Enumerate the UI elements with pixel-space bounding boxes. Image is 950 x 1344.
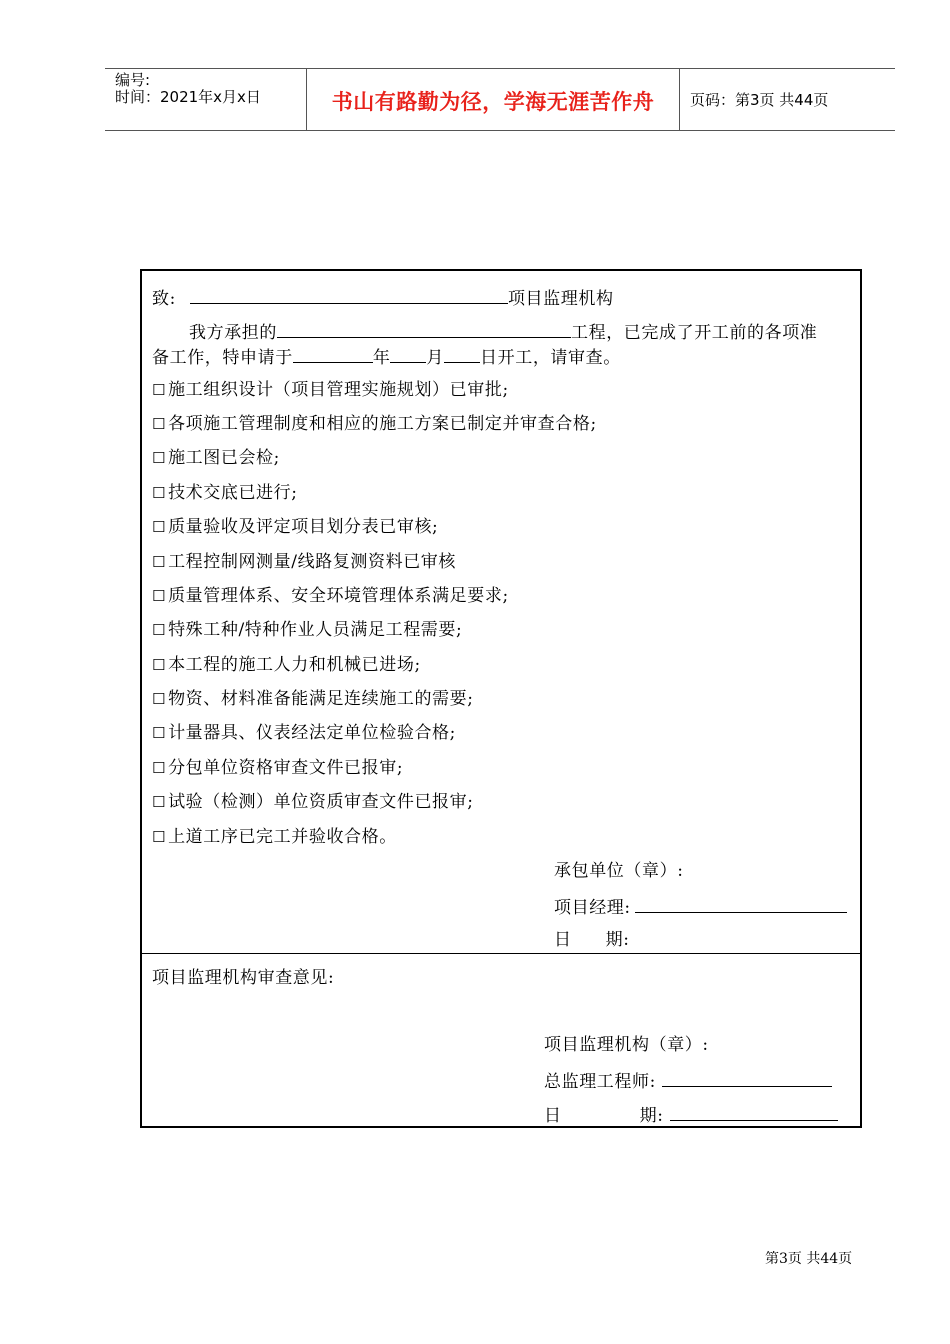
checkbox-icon[interactable]: ☐ [152, 415, 167, 433]
check-item-label: 施工图已会检; [168, 448, 280, 468]
project-manager-label: 项目经理: [554, 898, 631, 918]
check-item-label: 工程控制网测量/线路复测资料已审核 [168, 552, 456, 572]
checkbox-icon[interactable]: ☐ [152, 759, 167, 777]
day-blank[interactable] [444, 346, 480, 363]
check-item-label: 物资、材料准备能满足连续施工的需要; [168, 689, 474, 709]
check-item-label: 本工程的施工人力和机械已进场; [168, 655, 421, 675]
check-item-label: 施工组织设计（项目管理实施规划）已审批; [168, 380, 509, 400]
time-label: 时间：2021年x月x日 [115, 88, 261, 106]
request-line-2 [152, 346, 621, 368]
check-item [152, 552, 456, 572]
year-label: 年 [372, 348, 391, 368]
check-item-label: 分包单位资格审查文件已报审; [168, 758, 404, 778]
check-item [152, 414, 597, 434]
check-item [152, 655, 421, 675]
chief-engineer-blank[interactable] [662, 1070, 832, 1087]
checkbox-icon[interactable]: ☐ [152, 621, 167, 639]
date2-label-right: 期: [639, 1106, 664, 1126]
request-line-1 [189, 321, 817, 343]
project-manager-line [554, 896, 847, 918]
addressee-blank[interactable] [190, 287, 508, 304]
check-item-label: 技术交底已进行; [168, 483, 298, 503]
date-label-left: 日 [554, 930, 572, 950]
checkbox-icon[interactable]: ☐ [152, 656, 167, 674]
check-item-label: 质量管理体系、安全环境管理体系满足要求; [168, 586, 509, 606]
month-label: 月 [426, 348, 445, 368]
chief-engineer-label: 总监理工程师: [544, 1072, 656, 1092]
para-line2-prefix: 备工作，特申请于 [152, 348, 293, 368]
checkbox-icon[interactable]: ☐ [152, 587, 167, 605]
day-suffix: 日开工，请审查。 [480, 348, 621, 368]
project-manager-blank[interactable] [635, 896, 847, 913]
check-item [152, 723, 456, 743]
supervisor-seal-label: 项目监理机构（章）: [544, 1035, 709, 1055]
check-item-label: 各项施工管理制度和相应的施工方案已制定并审查合格; [168, 414, 597, 434]
check-item-label: 计量器具、仪表经法定单位检验合格; [168, 723, 456, 743]
month-blank[interactable] [390, 346, 426, 363]
header-motto: 书山有路勤为径，学海无涯苦作舟 [331, 90, 655, 114]
to-suffix: 项目监理机构 [507, 289, 614, 309]
check-item [152, 483, 298, 503]
para-line1-prefix: 我方承担的 [189, 323, 277, 343]
check-item-label: 质量验收及评定项目划分表已审核; [168, 517, 439, 537]
check-item [152, 448, 280, 468]
addressee-line [152, 287, 614, 309]
header-page-info: 页码：第3页 共44页 [690, 91, 829, 109]
check-item [152, 620, 462, 640]
check-item [152, 380, 509, 400]
check-item-label: 特殊工种/特种作业人员满足工程需要; [168, 620, 463, 640]
checkbox-icon[interactable]: ☐ [152, 449, 167, 467]
footer-page-info: 第3页 共44页 [765, 1251, 853, 1267]
date2-label-left: 日 [544, 1106, 562, 1126]
header-right-cell [680, 69, 895, 130]
code-label: 编号: [115, 71, 151, 89]
check-item [152, 517, 438, 537]
checkbox-icon[interactable]: ☐ [152, 381, 167, 399]
application-form [140, 269, 862, 1128]
check-item [152, 689, 474, 709]
review-title: 项目监理机构审查意见: [152, 968, 335, 988]
to-prefix: 致: [152, 289, 176, 309]
para-line1-suffix: 工程，已完成了开工前的各项准 [571, 323, 818, 343]
header-left-cell [105, 69, 307, 130]
header-middle-cell [307, 69, 680, 130]
checkbox-icon[interactable]: ☐ [152, 724, 167, 742]
date-label-right: 期: [605, 930, 630, 950]
page-header [105, 68, 895, 131]
check-item [152, 758, 403, 778]
check-item [152, 792, 474, 812]
year-blank[interactable] [293, 346, 373, 363]
check-item-label: 试验（检测）单位资质审查文件已报审; [168, 792, 474, 812]
checkbox-icon[interactable]: ☐ [152, 484, 167, 502]
supervisor-date-line [544, 1104, 838, 1126]
checkbox-icon[interactable]: ☐ [152, 518, 167, 536]
check-item [152, 827, 397, 847]
checkbox-icon[interactable]: ☐ [152, 828, 167, 846]
contractor-date-line [554, 930, 630, 950]
contractor-seal-label: 承包单位（章）: [554, 861, 684, 881]
check-item [152, 586, 509, 606]
supervisor-date-blank[interactable] [670, 1104, 838, 1121]
checkbox-icon[interactable]: ☐ [152, 793, 167, 811]
checkbox-icon[interactable]: ☐ [152, 690, 167, 708]
project-name-blank[interactable] [277, 321, 571, 338]
checkbox-icon[interactable]: ☐ [152, 553, 167, 571]
chief-engineer-line [544, 1070, 832, 1092]
check-item-label: 上道工序已完工并验收合格。 [168, 827, 397, 847]
section-divider [142, 953, 860, 954]
